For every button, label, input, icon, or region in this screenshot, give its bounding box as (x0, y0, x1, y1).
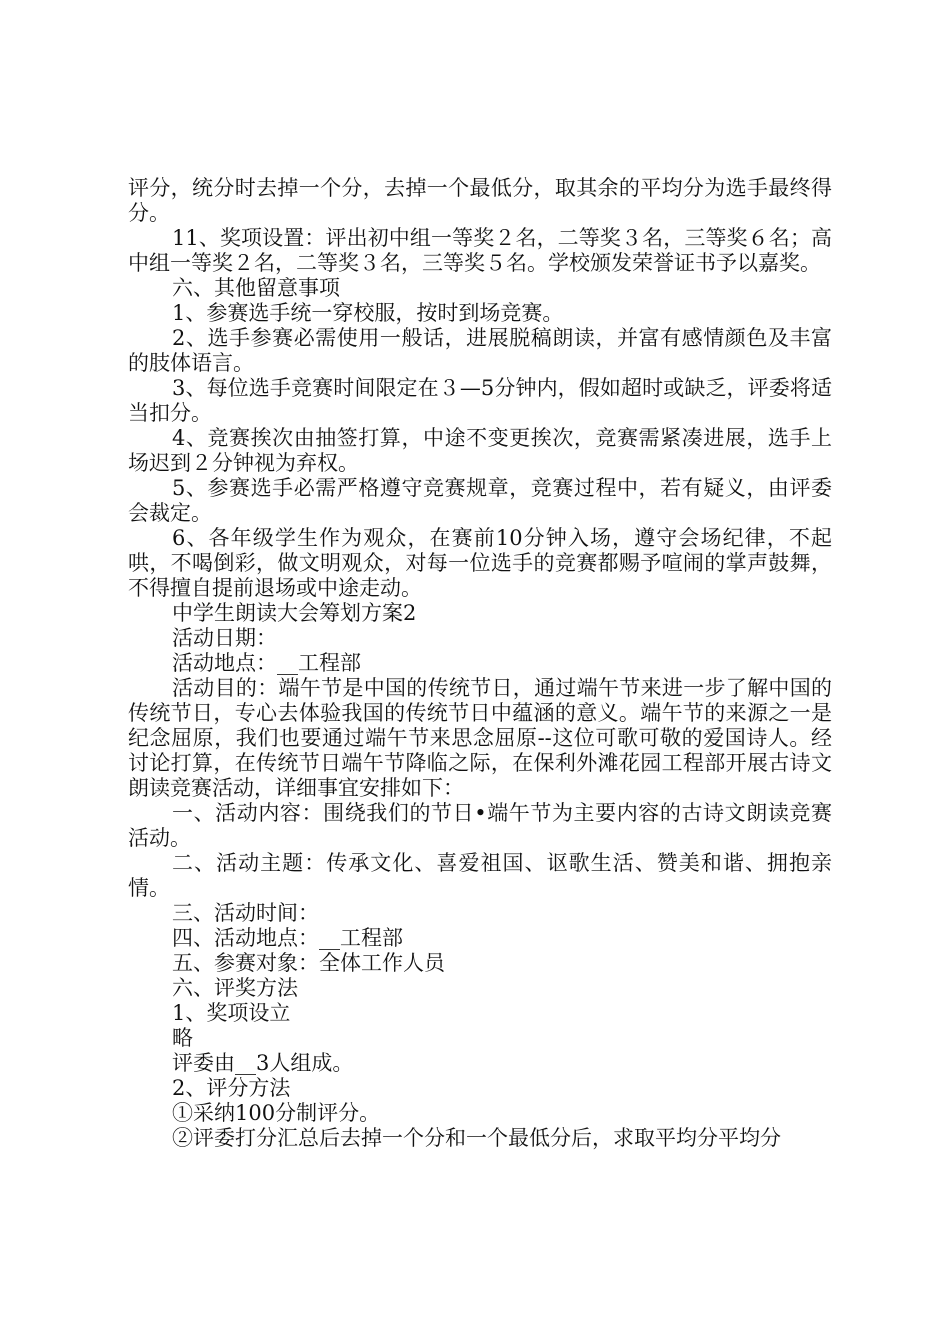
document-page (128, 176, 832, 1151)
paragraph-4: 1、参赛选手统一穿校服，按时到场竞赛。 (172, 301, 564, 325)
activity-location: 活动地点：__工程部 (172, 651, 361, 675)
judges-composition: 评委由__3人组成。 (172, 1051, 354, 1075)
award-setup-omitted: 略 (172, 1026, 193, 1050)
activity-time: 三、活动时间： (172, 901, 319, 925)
activity-content: 一、活动内容：围绕我们的节日•端午节为主要内容的古诗文朗读竞赛活动。 (128, 801, 832, 850)
scoring-method-heading: 2、评分方法 (172, 1076, 291, 1100)
activity-purpose: 活动目的：端午节是中国的传统节日，通过端午节来进一步了解中国的传统节日，专心去体验我国的传统节日中蕴涵的意义。端午节的来源之一是纪念屈原，我们也要通过端午节来思念屈原--这位可歌可敬的爱国诗人。经讨论打算，在传统节日端午节降临之际，在保利外滩花园工程部开展古诗文朗读竞赛活动，详细事宜安排如下： (128, 676, 832, 800)
activity-location-2: 四、活动地点：__工程部 (172, 926, 403, 950)
scoring-item-2: ②评委打分汇总后去掉一个分和一个最低分后，求取平均分平均分 (172, 1126, 781, 1150)
paragraph-9: 6、各年级学生作为观众，在赛前10分钟入场，遵守会场纪律，不起哄，不喝倒彩，做文明观众，对每一位选手的竞赛都赐予喧闹的掌声鼓舞，不得擅自提前退场或中途走动。 (128, 526, 832, 600)
activity-theme: 二、活动主题：传承文化、喜爱祖国、讴歌生活、赞美和谐、拥抱亲情。 (128, 851, 832, 900)
activity-date: 活动日期： (172, 626, 277, 650)
scoring-item-1: ①采纳100分制评分。 (172, 1101, 381, 1125)
paragraph-1: 评分，统分时去掉一个分，去掉一个最低分，取其余的平均分为选手最终得分。 (128, 176, 832, 225)
plan-2-title: 中学生朗读大会筹划方案2 (172, 601, 417, 625)
participants: 五、参赛对象：全体工作人员 (172, 951, 445, 975)
paragraph-6: 3、每位选手竞赛时间限定在３—5分钟内，假如超时或缺乏，评委将适当扣分。 (128, 376, 832, 425)
paragraph-2: 11、奖项设置：评出初中组一等奖２名，二等奖３名，三等奖６名；高中组一等奖２名，二等奖３名，三等奖５名。学校颁发荣誉证书予以嘉奖。 (128, 226, 832, 275)
award-setup: 1、奖项设立 (172, 1001, 291, 1025)
section-heading-other-notes: 六、其他留意事项 (172, 276, 340, 300)
paragraph-5: 2、选手参赛必需使用一般话，进展脱稿朗读，并富有感情颜色及丰富的肢体语言。 (128, 326, 832, 375)
paragraph-8: 5、参赛选手必需严格遵守竞赛规章，竞赛过程中，若有疑义，由评委会裁定。 (128, 476, 832, 525)
paragraph-7: 4、竞赛挨次由抽签打算，中途不变更挨次，竞赛需紧凑进展，选手上场迟到２分钟视为弃权。 (128, 426, 832, 475)
award-method-heading: 六、评奖方法 (172, 976, 298, 1000)
